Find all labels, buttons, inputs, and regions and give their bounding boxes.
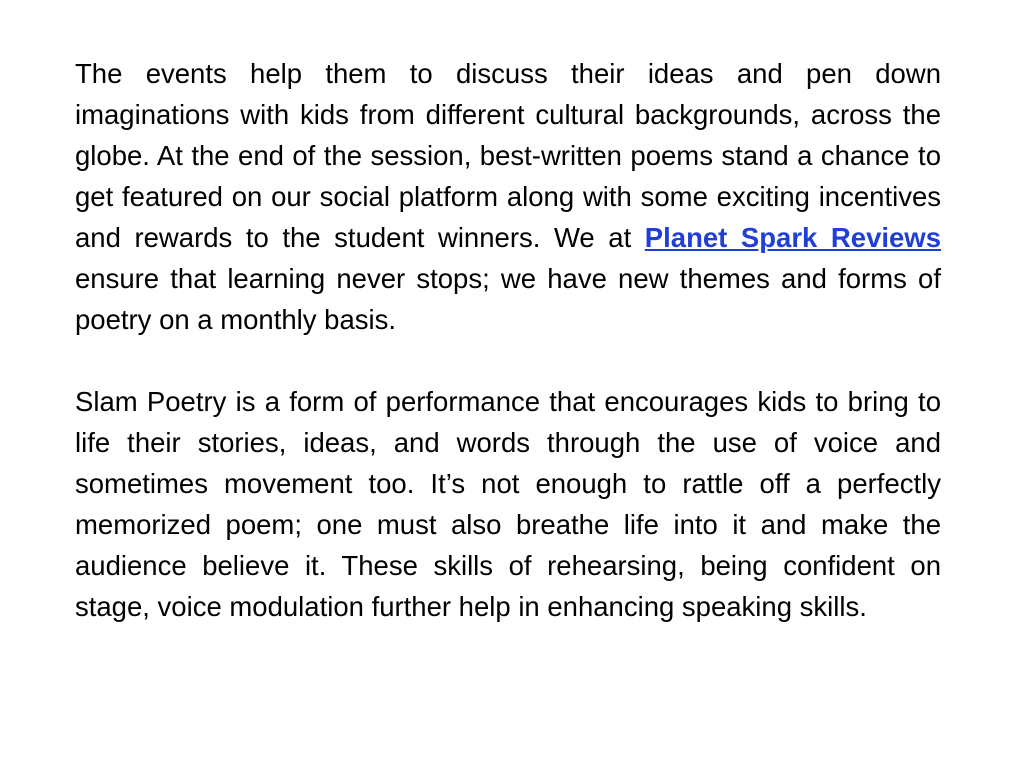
planet-spark-reviews-link[interactable]: Planet Spark Reviews (644, 222, 941, 253)
slide-content (75, 53, 941, 627)
paragraph-slam-poetry: Slam Poetry is a form of performance that encourages kids to bring to life their stories, ideas, and words through the use of voice and sometimes movement too. It’s not enough to rattle off a perfectly memorized poem; one must also breathe life into it and make the audience believe it. These skills of rehearsing, being confident on stage, voice modulation further help in enhancing speaking skills. (75, 386, 941, 622)
paragraph-events (75, 53, 941, 340)
paragraph-events-text-end: ensure that learning never stops; we have new themes and forms of poetry on a monthly basis. (75, 263, 941, 335)
paragraph-events-text-start: The events help them to discuss their ideas and pen down imaginations with kids from different cultural backgrounds, across the globe. At the end of the session, best-written poems stand a chance to get featured on our social platform along with some exciting incentives and rewards to the student winners. We at (75, 58, 941, 253)
